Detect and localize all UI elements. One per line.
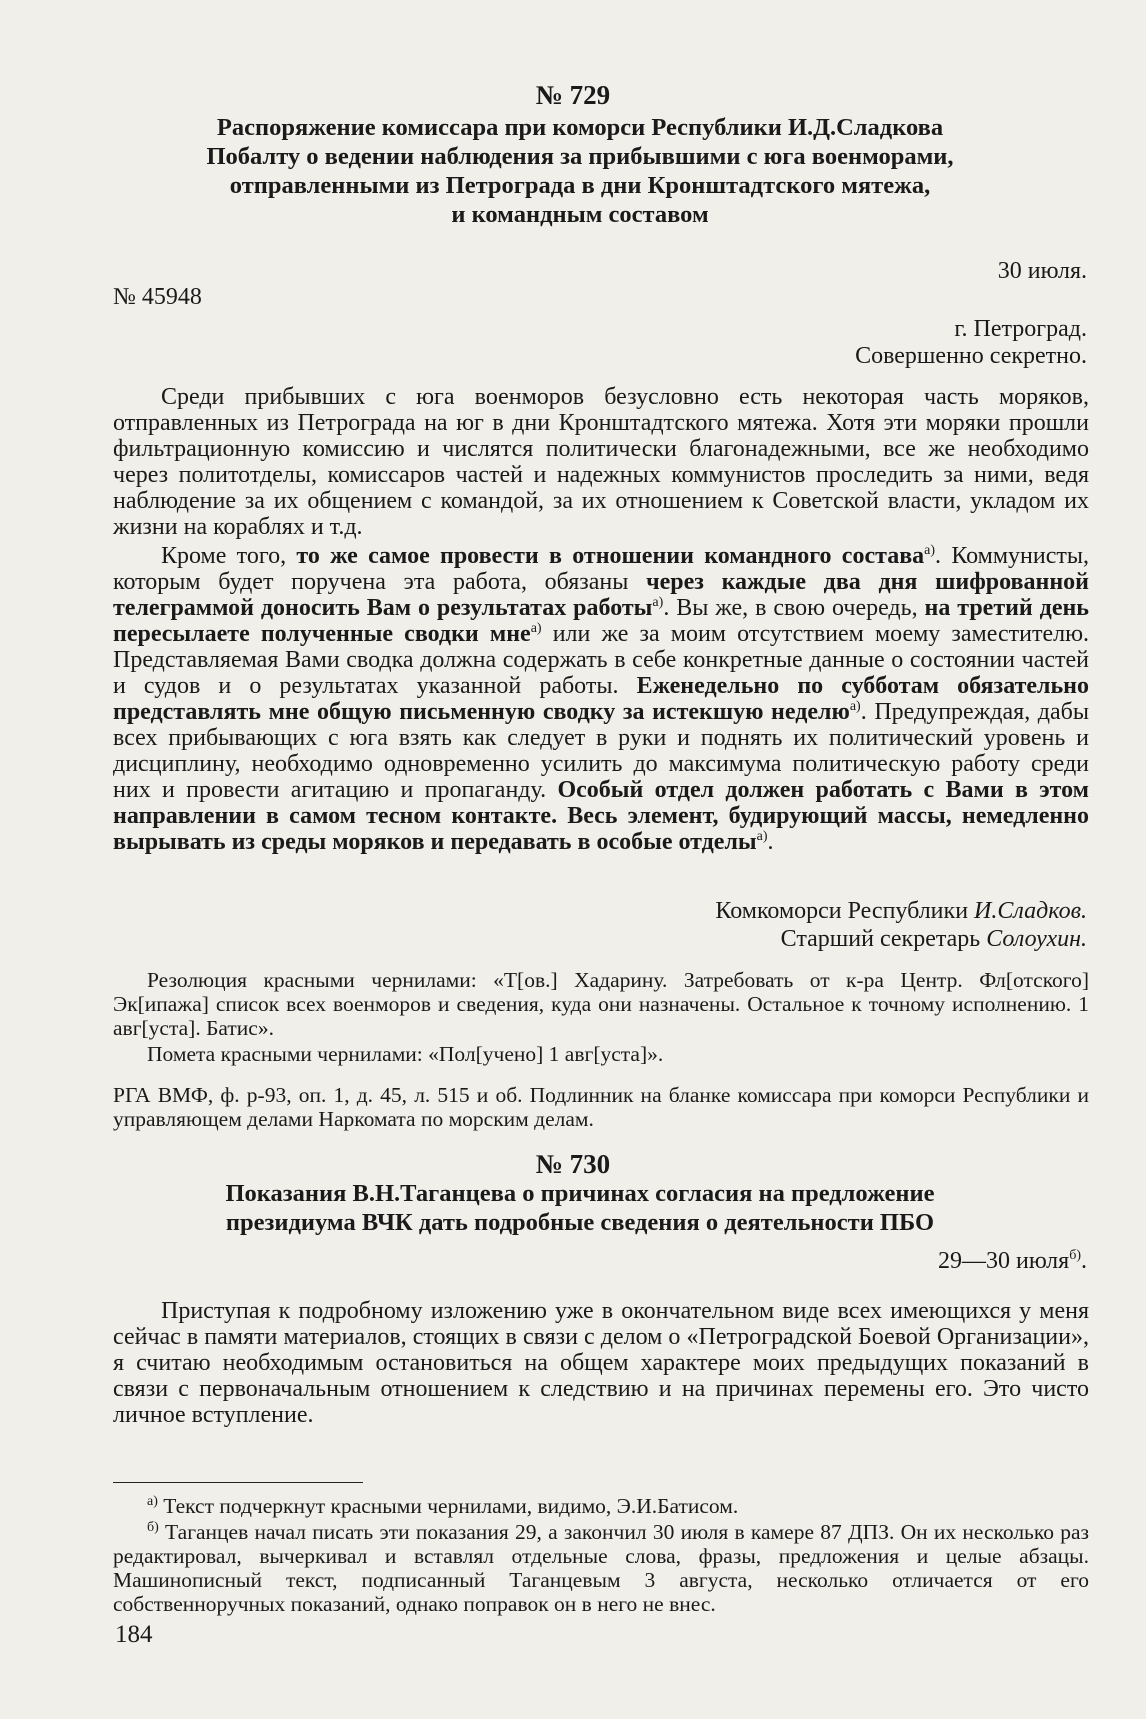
footnote-mark: а) — [147, 1493, 158, 1509]
doc-730-date — [938, 1247, 1087, 1275]
archive-source: РГА ВМФ, ф. р-93, оп. 1, д. 45, л. 515 и об. Подлинник на бланке комиссара при коморси Республики и управляющем делами Наркомата по морским делам. — [113, 1083, 1089, 1131]
signature-name: И.Сладков. — [974, 898, 1087, 924]
date-text: 29—30 июля — [938, 1248, 1070, 1274]
underlined-text: Особый отдел должен работать с Вами в этом направлении в самом тесном контакте. Весь элемент, будирующий массы, немедленно вырывать из среды моряков и передавать в особые отделы — [113, 777, 1090, 855]
text-run: Кроме того, — [161, 543, 297, 569]
footnote-ref: б) — [1069, 1248, 1081, 1263]
underlined-text: через каждые два дня шифрованной телеграммой доносить Вам о результатах работы — [113, 569, 1089, 621]
text-run: . Предупреждая, дабы всех прибывающих с юга взять как следует в руки и поднять их политический уровень и дисциплину, необходимо одновременно усилить до максимума политическую работу среди них и провести агитацию и пропаганду. — [113, 699, 1090, 803]
footnote-a — [113, 1494, 1089, 1518]
signature-1 — [715, 897, 1087, 925]
signature-name: Солоухин. — [986, 926, 1087, 952]
signature-2 — [781, 925, 1087, 953]
text-run: . Коммунисты, которым будет поручена эта работа, обязаны — [113, 543, 1089, 595]
doc-729-number: № 729 — [535, 80, 611, 110]
footnote-text: Текст подчеркнут красными чернилами, видимо, Э.И.Батисом. — [157, 1494, 739, 1518]
footnote-ref: а) — [924, 543, 936, 558]
doc-729-date: 30 июля. — [997, 258, 1087, 284]
signature-role: Старший секретарь — [780, 926, 987, 952]
underlined-text: то же самое провести в отношении командного состава — [296, 543, 925, 569]
footnote-b — [113, 1520, 1089, 1616]
doc-729-title — [150, 113, 1010, 229]
title-line: Показания В.Н.Таганцева о причинах согласия на предложение — [225, 1180, 935, 1207]
footnote-ref: а) — [652, 595, 664, 610]
doc-729-place: г. Петроград. — [954, 316, 1087, 342]
mark-note: Помета красными чернилами: «Пол[учено] 1 авг[уста]». — [147, 1042, 664, 1066]
signature-role: Комкоморси Республики — [715, 898, 975, 924]
title-line: Побалту о ведении наблюдения за прибывшими с юга военморами, — [206, 143, 954, 170]
footnote-ref: а) — [756, 829, 768, 844]
title-line: президиума ВЧК дать подробные сведения о деятельности ПБО — [225, 1209, 935, 1236]
underlined-text: Еженедельно по субботам обязательно представлять мне общую письменную сводку за истекшую неделю — [113, 673, 1089, 725]
title-line: отправленными из Петрограда в дни Кронштадтского мятежа, — [229, 172, 931, 199]
text-run: или же за моим отсутствием моему заместителю. Представляемая Вами сводка должна содержать в себе конкретные данные о состоянии частей и судов и о результатах указанной работы. — [113, 621, 1090, 699]
footnote-ref: а) — [849, 699, 861, 714]
title-line: и командным составом — [451, 201, 709, 228]
doc-730-title — [150, 1179, 1010, 1237]
doc-729-paragraph-2 — [113, 543, 1089, 855]
page-number: 184 — [115, 1621, 153, 1648]
doc-730-number: № 730 — [535, 1149, 611, 1179]
doc-730-paragraph-1: Приступая к подробному изложению уже в окончательном виде всех имеющихся у меня сейчас в памяти материалов, стоящих в связи с делом о «Петроградской Боевой Организации», я считаю необходимым остановиться на общем характере моих предыдущих показаний в связи с первоначальным отношением к следствию и на причинах перемены его. Это чисто личное вступление. — [113, 1298, 1089, 1428]
doc-729-paragraph-1: Среди прибывших с юга военморов безусловно есть некоторая часть моряков, отправленных из Петрограда на юг в дни Кронштадтского мятежа. Хотя эти моряки прошли фильтрационную комиссию и числятся политически благонадежными, все же необходимо через политотделы, комиссаров частей и надежных коммунистов проследить за ними, ведя наблюдение за их общением с командой, за их отношением к Советской власти, укладом их жизни на кораблях и т.д. — [113, 384, 1089, 540]
date-end: . — [1081, 1248, 1087, 1274]
footnote-text: Таганцев начал писать эти показания 29, а закончил 30 июля в камере 87 ДПЗ. Он их несколько раз редактировал, вычеркивал и вставлял отдельные слова, фразы, предложения и целые абзацы. Машинописный текст, подписанный Таганцевым 3 августа, несколько отличается от его собственноручных показаний, однако поправок он в него не внес. — [113, 1520, 1089, 1616]
footnote-divider — [113, 1482, 363, 1483]
doc-729-secrecy: Совершенно секретно. — [855, 343, 1087, 369]
footnote-mark: б) — [147, 1519, 159, 1535]
text-run: . — [767, 829, 774, 855]
resolution-note: Резолюция красными чернилами: «Т[ов.] Хадарину. Затребовать от к-ра Центр. Фл[отского] Эк[ипажа] список всех военморов и сведения, куда они назначены. Остальное к точному исполнению. 1 авг[уста]. Батис». — [113, 968, 1089, 1040]
text-run: . Вы же, в свою очередь, — [663, 595, 925, 621]
title-line: Распоряжение комиссара при коморси Республики И.Д.Сладкова — [216, 114, 944, 141]
footnote-ref: а) — [530, 621, 542, 636]
underlined-text: на третий день пересылаете полученные сводки мне — [113, 595, 1089, 647]
doc-729-reg-number: № 45948 — [113, 284, 202, 310]
